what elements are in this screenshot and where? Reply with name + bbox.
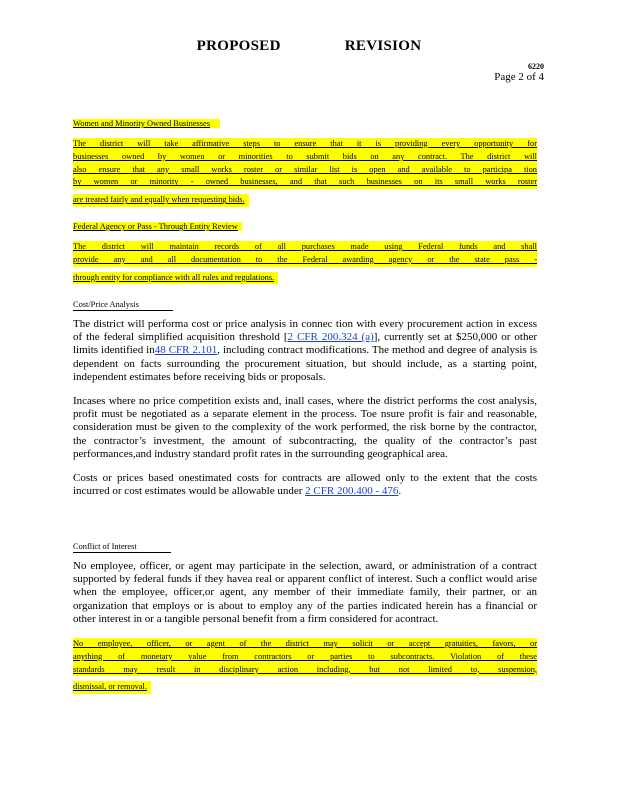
women-minority-line: by women or minority - owned businesses, and that such businesses on its small works roster [73, 176, 537, 189]
section-heading-women-minority: Women and Minority Owned Businesses [73, 119, 220, 128]
section-cost-price [73, 294, 537, 498]
conflict-highlight-line: No employee, officer, or agent of the district may solicit or accept gratuities, favors, or [73, 638, 537, 651]
federal-agency-line: provide any and all documentation to the Federal awarding agency or the state pass - [73, 254, 537, 267]
cost-price-paragraph-3: Costs or prices based onestimated costs for contracts are allowed only to the extent that the costs incurred or cost estimates would be allowable under 2 CFR 200.400 - 476. [73, 472, 537, 498]
women-minority-line: also ensure that any small works roster or similar list is open and available to participa tion [73, 164, 537, 177]
women-minority-line: businesses owned by women or minorities to submit bids on any contract. The district will [73, 151, 537, 164]
conflict-highlight-last-line: dismissal, or removal. [73, 681, 151, 694]
link-48cfr-2-101[interactable]: 48 CFR 2.101 [154, 344, 218, 357]
federal-agency-line: The district will maintain records of all purchases made using Federal funds and shall [73, 241, 537, 254]
conflict-highlight-line: anything of monetary value from contractors or parties to subcontracts. Violation of these [73, 651, 537, 664]
federal-agency-last-line: through entity for compliance with all rules and regulations. [73, 272, 278, 285]
section-heading-federal-agency: Federal Agency or Pass - Through Entity Review [73, 222, 242, 231]
page-number: Page 2 of 4 [494, 71, 544, 83]
section-conflict [73, 536, 537, 694]
cost-price-paragraph-1: The district will performa cost or price analysis in connec tion with every procurement action in excess of the federal simplified acquisition threshold [2 CFR 200.324 (a)], currently set at $250,000 or other limits identified in48 CFR 2.101, including contract modifications. The method and degree of analysis is dependent on facts surrounding the procurement situation, but should include, as a starting point, independent estimates before receiving bids or proposals. [73, 318, 537, 383]
section-women-minority [73, 113, 537, 207]
link-2cfr-200-400[interactable]: 2 CFR 200.400 - 476 [305, 485, 399, 498]
women-minority-line: The district will take affirmative steps to ensure that it is providing every opportunity for [73, 138, 537, 151]
link-2cfr-200-324[interactable]: 2 CFR 200.324 (a) [287, 331, 374, 344]
page-title: PROPOSED REVISION [196, 38, 422, 54]
women-minority-last-line: are treated fairly and equally when requesting bids. [73, 194, 249, 207]
conflict-paragraph-1: No employee, officer, or agent may participate in the selection, award, or administration of a contract supported by federal funds if they havea real or apparent conflict of interest. Such a conflict would arise when the employee, officer,or agent, any member of their immediate family, their partner, or an organization that employs or is about to employ any of the parties indicated herein has a financial or other interest in or a tangible personal benefit from a firm considered for acontract. [73, 560, 537, 625]
conflict-highlight-line: standards may result in disciplinary action including, but not limited to, suspension, [73, 664, 537, 677]
section-heading-conflict: Conflict of Interest [73, 542, 171, 553]
section-heading-cost-price: Cost/Price Analysis [73, 300, 173, 311]
section-federal-agency [73, 216, 537, 285]
document-number: 6220 [528, 62, 544, 71]
cost-price-paragraph-2: Incases where no price competition exists and, inall cases, where the district performs the cost analysis, profit must be negotiated as a separate element in the process. Toe nsure profit is fair and reasonable, consideration must be given to the complexity of the work performed, the risk borne by the contractor, the contractor’s investment, the amount of subcontracting, the quality of the contractor’s past performances,and industry standard profit rates in the surrounding geographical area. [73, 395, 537, 460]
